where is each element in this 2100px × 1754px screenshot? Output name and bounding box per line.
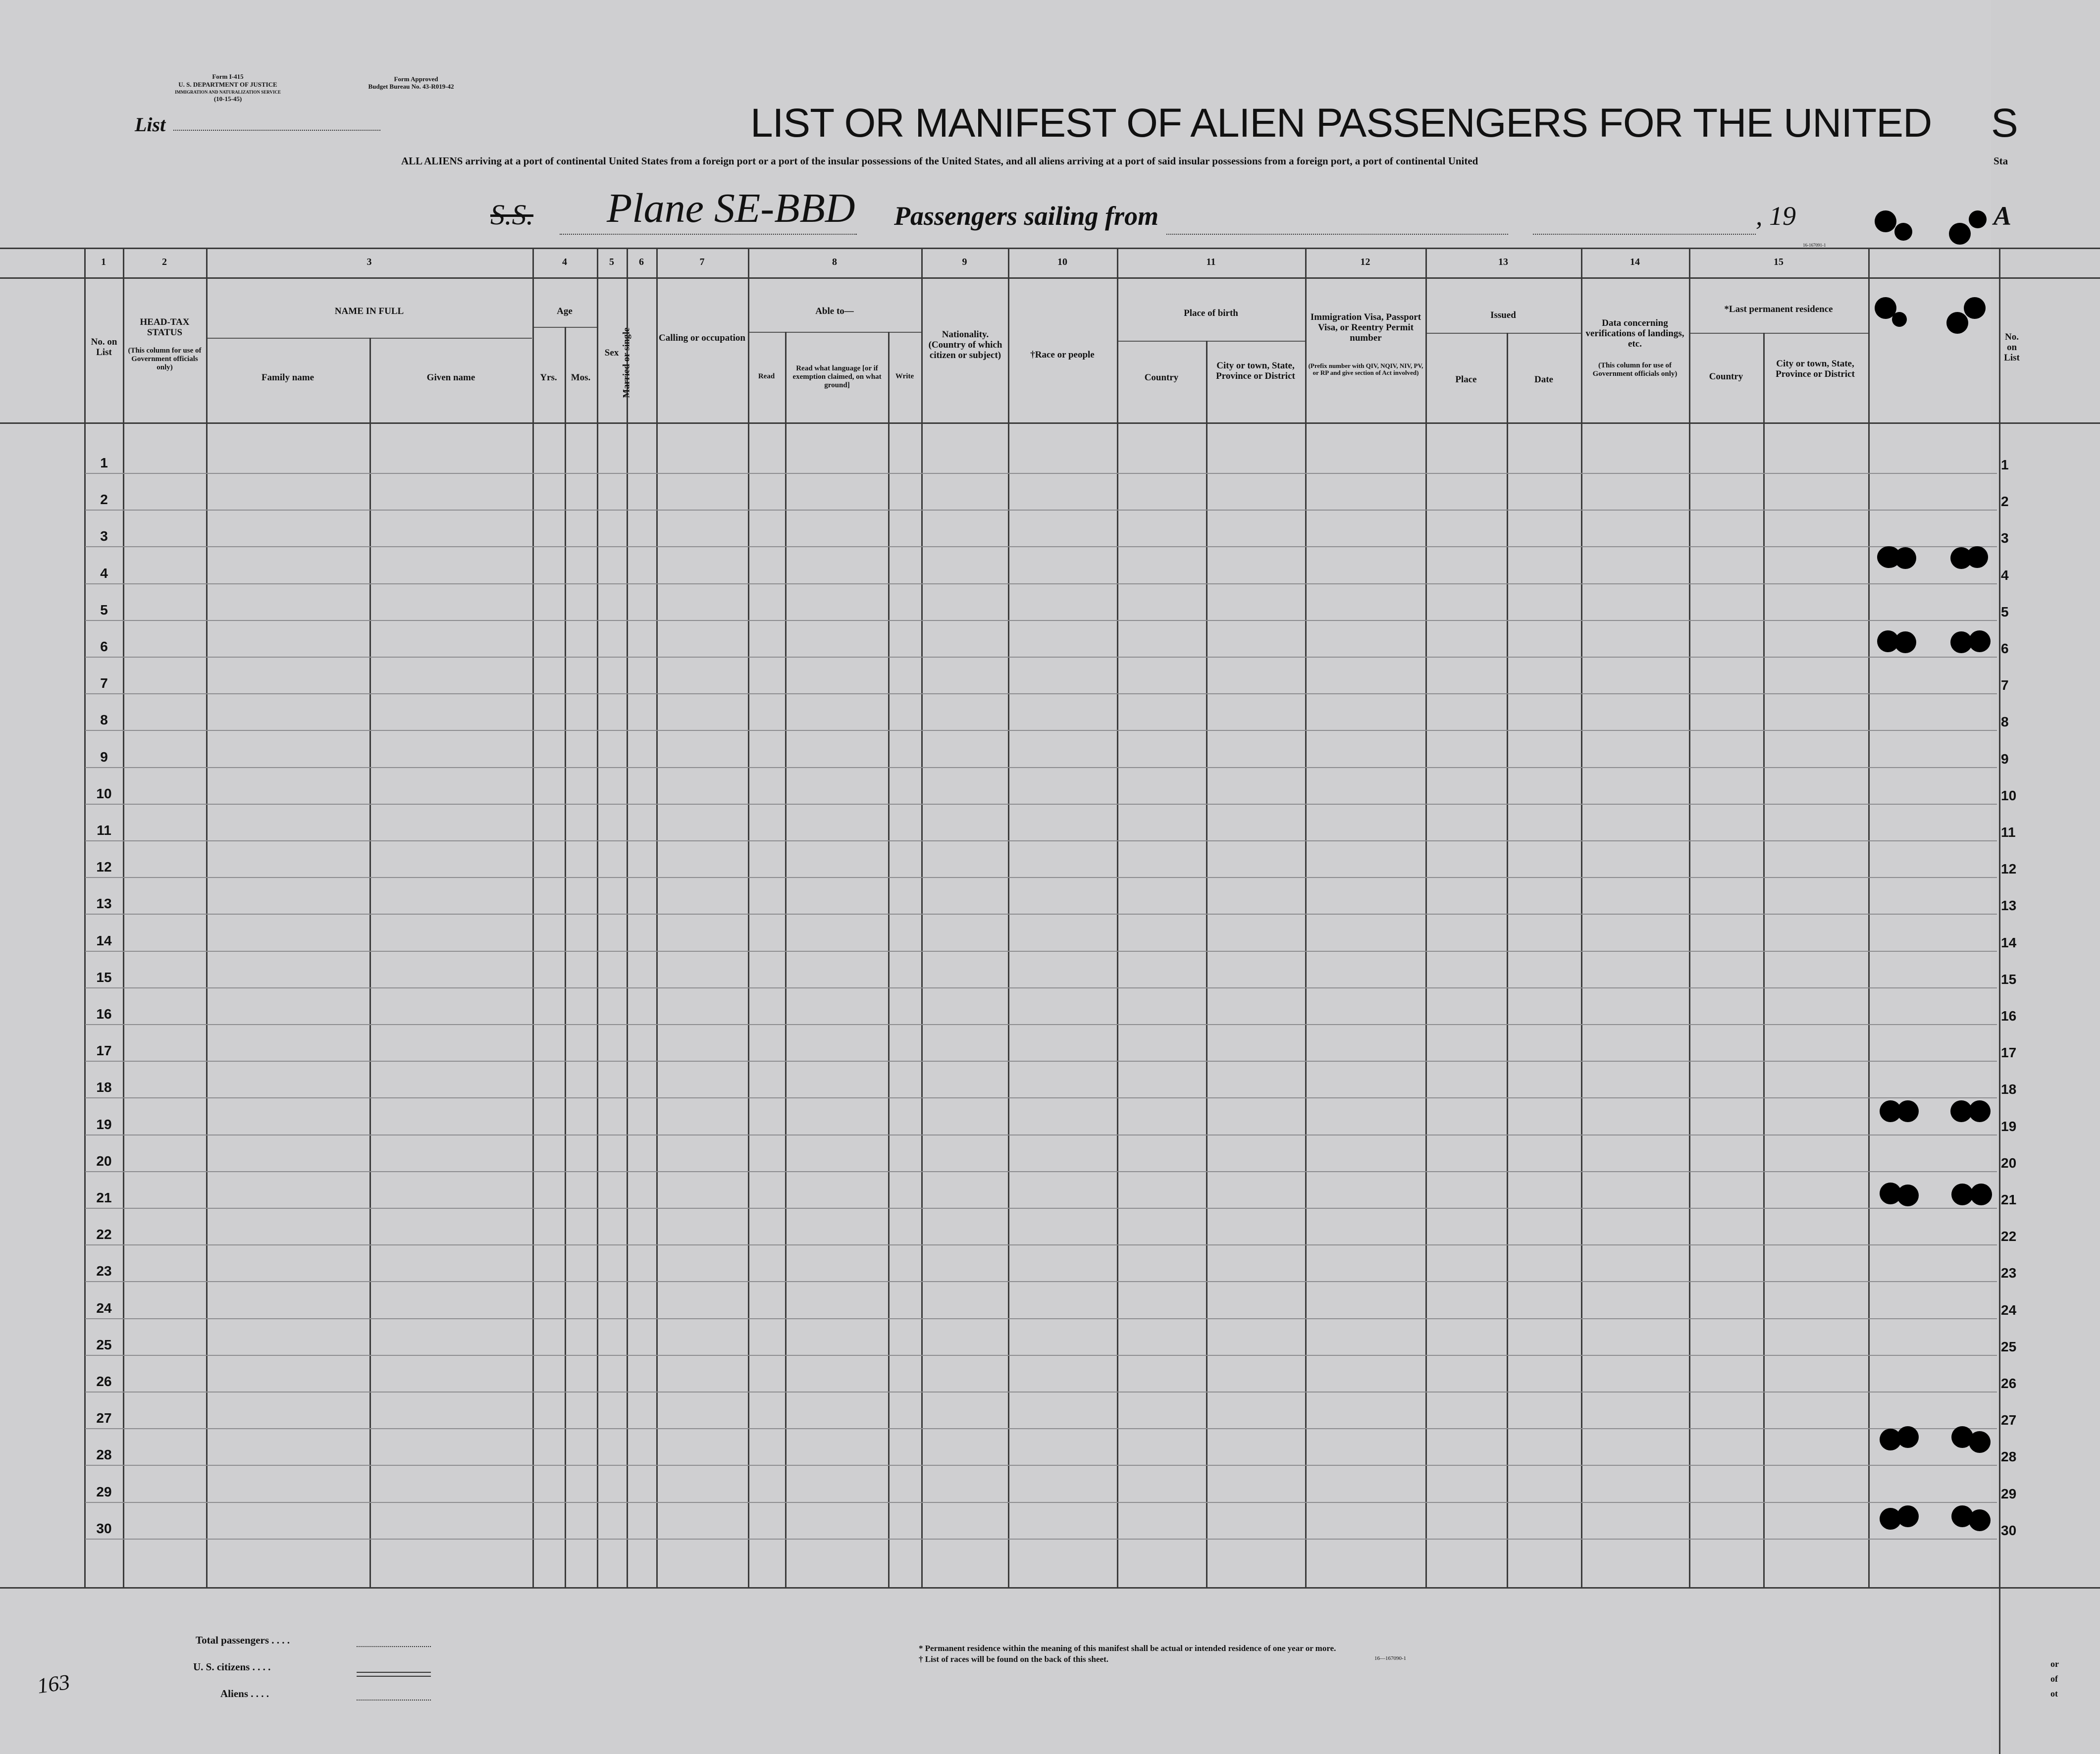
col-line xyxy=(921,248,923,1587)
punch-hole xyxy=(1897,1426,1919,1448)
list-label: List xyxy=(135,113,166,136)
right-edge-text-3: ot xyxy=(2050,1689,2058,1699)
row-number: 18 xyxy=(96,1080,112,1095)
sailing-date-field[interactable] xyxy=(1533,233,1756,235)
form-department: U. S. DEPARTMENT OF JUSTICE xyxy=(178,81,277,88)
punch-hole xyxy=(1949,223,1971,245)
row-number-right: 27 xyxy=(2001,1412,2017,1428)
col-line xyxy=(1008,248,1009,1587)
colnum-8: 8 xyxy=(832,257,837,267)
row-rule xyxy=(85,730,1997,731)
colnum-15: 15 xyxy=(1774,257,1784,267)
header-head-tax: HEAD-TAX STATUS xyxy=(140,317,190,338)
header-issued-date: Date xyxy=(1534,374,1553,385)
row-rule xyxy=(85,473,1997,474)
header-write: Write xyxy=(895,372,914,380)
row-number-right: 24 xyxy=(2001,1302,2017,1318)
row-number: 23 xyxy=(96,1263,112,1279)
row-rule xyxy=(85,1024,1997,1025)
row-rule xyxy=(85,1244,1997,1245)
row-number-right: 14 xyxy=(2001,935,2017,950)
header-read-language: Read what language [or if exemption claimed, on what ground] xyxy=(792,364,882,389)
colnum-4: 4 xyxy=(562,257,567,267)
row-rule xyxy=(85,987,1997,988)
row-number-right: 17 xyxy=(2001,1045,2017,1060)
header-data-concerning: Data concerning verifications of landings, etc. xyxy=(1585,318,1684,349)
header-place-of-birth: Place of birth xyxy=(1184,308,1238,318)
colnum-2: 2 xyxy=(162,257,167,267)
col-line xyxy=(1206,341,1208,1587)
subtitle-cut-off: Sta xyxy=(1994,155,2008,167)
header-name-in-full: NAME IN FULL xyxy=(334,306,404,316)
row-rule xyxy=(85,1281,1997,1282)
punch-hole xyxy=(1969,1509,1991,1531)
row-number: 7 xyxy=(100,675,108,691)
row-number: 5 xyxy=(100,602,108,618)
row-number-right: 22 xyxy=(2001,1229,2017,1244)
col-line xyxy=(1305,248,1307,1587)
row-number: 12 xyxy=(96,859,112,875)
header-married-single: Married or single xyxy=(621,327,632,398)
punch-hole xyxy=(1897,1100,1919,1122)
row-number-right: 13 xyxy=(2001,898,2017,913)
aliens-label: Aliens . . . . xyxy=(220,1688,269,1700)
colnum-14: 14 xyxy=(1630,257,1640,267)
col-line xyxy=(748,248,749,1587)
row-number-right: 16 xyxy=(2001,1008,2017,1024)
header-age: Age xyxy=(557,306,573,316)
row-rule xyxy=(85,1355,1997,1356)
header-sex: Sex xyxy=(604,348,619,358)
col-line xyxy=(627,248,628,1587)
punch-hole xyxy=(1966,546,1988,568)
header-family-name: Family name xyxy=(261,372,315,383)
row-number: 10 xyxy=(96,786,112,801)
col-line xyxy=(1117,248,1118,1587)
header-birth-city: City or town, State, Province or District xyxy=(1216,361,1295,381)
row-rule xyxy=(85,693,1997,694)
colnum-11: 11 xyxy=(1206,257,1216,267)
row-number: 20 xyxy=(96,1153,112,1169)
header-bottom-rule xyxy=(0,422,2100,424)
right-edge-text-2: of xyxy=(2050,1674,2058,1684)
row-rule xyxy=(85,657,1997,658)
right-edge-text-1: or xyxy=(2050,1659,2059,1669)
header-calling: Calling or occupation xyxy=(659,333,745,343)
row-number-right: 12 xyxy=(2001,861,2017,877)
header-given-name: Given name xyxy=(426,372,475,383)
row-number: 2 xyxy=(100,492,108,507)
row-rule xyxy=(85,510,1997,511)
punch-hole xyxy=(1964,297,1986,319)
row-number-right: 30 xyxy=(2001,1523,2017,1538)
row-number: 19 xyxy=(96,1117,112,1132)
footnote-code: 16—167090-1 xyxy=(1374,1655,1407,1661)
table-bottom-rule xyxy=(0,1587,2100,1589)
row-rule xyxy=(85,1171,1997,1172)
punch-hole xyxy=(1969,630,1991,652)
form-budget: Budget Bureau No. 43-R019-42 xyxy=(368,83,454,90)
row-number: 11 xyxy=(97,823,111,838)
row-number-right: 21 xyxy=(2001,1192,2017,1207)
colnum-9: 9 xyxy=(962,257,967,267)
punch-hole xyxy=(1897,1505,1919,1527)
birth-subrule xyxy=(1117,341,1305,342)
col-line xyxy=(1581,248,1582,1587)
row-number: 3 xyxy=(100,528,108,544)
col-line xyxy=(369,338,371,1587)
header-visa-note: (Prefix number with QIV, NQIV, NIV, PV, or RP and give section of Act involved) xyxy=(1308,362,1423,376)
row-rule xyxy=(85,1539,1997,1540)
total-passengers-label: Total passengers . . . . xyxy=(196,1634,290,1646)
row-number-right: 10 xyxy=(2001,788,2017,803)
row-rule xyxy=(85,914,1997,915)
row-number-right: 5 xyxy=(2001,604,2009,619)
sailing-cut-off: A xyxy=(1994,201,2012,231)
row-rule xyxy=(85,1392,1997,1393)
colnum-7: 7 xyxy=(699,257,705,267)
punch-hole xyxy=(1946,312,1968,334)
row-rule xyxy=(85,840,1997,841)
row-number: 26 xyxy=(96,1374,112,1389)
header-read: Read xyxy=(758,372,775,380)
colnum-3: 3 xyxy=(367,257,372,267)
header-yrs: Yrs. xyxy=(540,372,557,383)
row-number: 6 xyxy=(100,639,108,654)
year-prefix: , 19 xyxy=(1756,201,1796,231)
row-rule xyxy=(85,804,1997,805)
row-rule xyxy=(85,1061,1997,1062)
punch-hole xyxy=(1969,1431,1991,1453)
header-able-to: Able to— xyxy=(815,306,854,316)
header-right-cut: No. on List xyxy=(2004,332,2020,363)
row-number: 15 xyxy=(96,970,112,985)
punch-hole xyxy=(1894,547,1916,569)
header-residence-city: City or town, State, Province or District xyxy=(1776,359,1855,379)
punch-hole xyxy=(1875,210,1896,232)
col-line xyxy=(785,332,787,1587)
row-number-right: 11 xyxy=(2001,825,2016,840)
vessel-field-line xyxy=(560,233,857,235)
footnote-permanent-residence: * Permanent residence within the meaning of this manifest shall be actual or intended residence of one year or more. xyxy=(919,1644,1336,1653)
col-line xyxy=(597,248,598,1587)
colnum-5: 5 xyxy=(609,257,614,267)
col-line xyxy=(206,248,208,1587)
list-number-field[interactable] xyxy=(173,129,380,131)
colnum-12: 12 xyxy=(1360,257,1370,267)
punch-hole xyxy=(1897,1185,1919,1206)
form-approved: Form Approved xyxy=(394,75,438,83)
header-issued: Issued xyxy=(1490,310,1516,320)
row-number: 21 xyxy=(96,1190,112,1205)
punch-hole xyxy=(1970,1184,1992,1205)
row-number-right: 18 xyxy=(2001,1082,2017,1097)
header-top-rule xyxy=(0,248,2100,249)
row-rule xyxy=(85,1502,1997,1503)
sailing-from-field[interactable] xyxy=(1166,233,1508,235)
row-number: 14 xyxy=(96,933,112,948)
us-citizens-field[interactable] xyxy=(357,1672,431,1677)
header-mos: Mos. xyxy=(571,372,591,383)
header-issued-place: Place xyxy=(1455,374,1477,385)
colnum-6: 6 xyxy=(639,257,644,267)
row-number: 24 xyxy=(96,1300,112,1316)
col-line xyxy=(532,248,534,1587)
col-line xyxy=(888,332,890,1587)
row-rule xyxy=(85,1465,1997,1466)
issued-subrule xyxy=(1426,333,1581,334)
form-number: Form I-415 xyxy=(212,73,244,80)
row-number: 1 xyxy=(100,455,108,470)
column-number-rule xyxy=(0,277,2100,279)
row-rule xyxy=(85,1097,1997,1098)
col-line xyxy=(1507,333,1508,1587)
row-number: 4 xyxy=(100,566,108,581)
row-number: 29 xyxy=(96,1484,112,1499)
residence-subrule xyxy=(1690,333,1868,334)
colnum-13: 13 xyxy=(1498,257,1508,267)
row-rule xyxy=(85,546,1997,547)
row-number-right: 4 xyxy=(2001,567,2009,583)
row-rule xyxy=(85,767,1997,768)
row-number: 25 xyxy=(96,1337,112,1352)
aliens-field[interactable] xyxy=(357,1699,431,1701)
row-rule xyxy=(85,583,1997,584)
header-last-residence: *Last permanent residence xyxy=(1724,304,1833,314)
sailing-from-label: Passengers sailing from xyxy=(894,201,1159,231)
row-number-right: 3 xyxy=(2001,530,2009,546)
row-rule xyxy=(85,951,1997,952)
col-line xyxy=(565,327,566,1587)
row-number: 30 xyxy=(96,1521,112,1536)
header-residence-country: Country xyxy=(1709,371,1743,382)
row-number-right: 25 xyxy=(2001,1339,2017,1354)
row-number: 28 xyxy=(96,1447,112,1462)
row-rule xyxy=(85,1318,1997,1319)
header-visa: Immigration Visa, Passport Visa, or Reentry Permit number xyxy=(1310,312,1421,343)
vessel-name-handwritten: Plane SE-BBD xyxy=(607,185,855,231)
col-line xyxy=(1868,248,1870,1587)
row-rule xyxy=(85,1208,1997,1209)
row-number: 13 xyxy=(96,896,112,911)
manifest-title: LIST OR MANIFEST OF ALIEN PASSENGERS FOR THE UNITED xyxy=(750,101,1932,146)
col-line xyxy=(1689,248,1690,1587)
row-number-right: 1 xyxy=(2001,457,2009,472)
header-birth-country: Country xyxy=(1144,372,1179,383)
col-line xyxy=(656,248,658,1587)
row-number: 27 xyxy=(96,1410,112,1426)
colnum-10: 10 xyxy=(1057,257,1067,267)
row-number: 9 xyxy=(100,749,108,765)
header-no-on-list: No. on List xyxy=(91,337,117,358)
ss-label: S.S. xyxy=(490,199,533,231)
row-number-right: 2 xyxy=(2001,494,2009,509)
header-head-tax-note: (This column for use of Government officials only) xyxy=(128,347,202,371)
row-number-right: 28 xyxy=(2001,1449,2017,1464)
punch-hole xyxy=(1892,312,1907,327)
row-number: 8 xyxy=(100,712,108,727)
form-service: IMMIGRATION AND NATURALIZATION SERVICE xyxy=(175,90,281,95)
row-number: 22 xyxy=(96,1227,112,1242)
row-rule xyxy=(85,877,1997,878)
punch-hole xyxy=(1969,210,1987,228)
row-number-right: 29 xyxy=(2001,1486,2017,1501)
col-line xyxy=(1763,333,1765,1587)
header-race: †Race or people xyxy=(1030,350,1095,360)
manifest-subtitle: ALL ALIENS arriving at a port of continental United States from a foreign port or a port of the insular possessions of the United States, and all aliens arriving at a port of said insular possessions from a foreign port, a port of continental United xyxy=(401,155,1478,167)
colnum-1: 1 xyxy=(101,257,106,267)
row-rule xyxy=(85,620,1997,621)
row-number-right: 9 xyxy=(2001,751,2009,767)
total-passengers-field[interactable] xyxy=(357,1645,431,1647)
punch-hole xyxy=(1894,223,1912,241)
row-number: 17 xyxy=(96,1043,112,1058)
row-number-right: 7 xyxy=(2001,677,2009,693)
title-cut-off: S xyxy=(1991,101,2018,146)
row-number-right: 6 xyxy=(2001,641,2009,656)
row-number-right: 8 xyxy=(2001,714,2009,729)
margin-handwritten-number: 163 xyxy=(35,1669,72,1699)
tiny-code: 16-167091-1 xyxy=(1803,243,1826,248)
row-number-right: 20 xyxy=(2001,1155,2017,1171)
row-number-right: 23 xyxy=(2001,1265,2017,1281)
us-citizens-label: U. S. citizens . . . . xyxy=(193,1661,271,1673)
row-number-right: 19 xyxy=(2001,1119,2017,1134)
col-line xyxy=(1999,248,2000,1754)
header-nationality: Nationality. (Country of which citizen or subject) xyxy=(928,329,1002,361)
footnote-races: † List of races will be found on the back of this sheet. xyxy=(919,1654,1108,1664)
able-subrule xyxy=(749,332,922,333)
punch-hole xyxy=(1969,1100,1991,1122)
row-rule xyxy=(85,1428,1997,1429)
form-date-code: (10-15-45) xyxy=(213,95,242,103)
col-line xyxy=(1425,248,1427,1587)
punch-hole xyxy=(1894,631,1916,653)
row-number: 16 xyxy=(96,1006,112,1022)
header-data-note: (This column for use of Government officials only) xyxy=(1592,361,1678,378)
row-number-right: 15 xyxy=(2001,972,2017,987)
row-number-right: 26 xyxy=(2001,1376,2017,1391)
